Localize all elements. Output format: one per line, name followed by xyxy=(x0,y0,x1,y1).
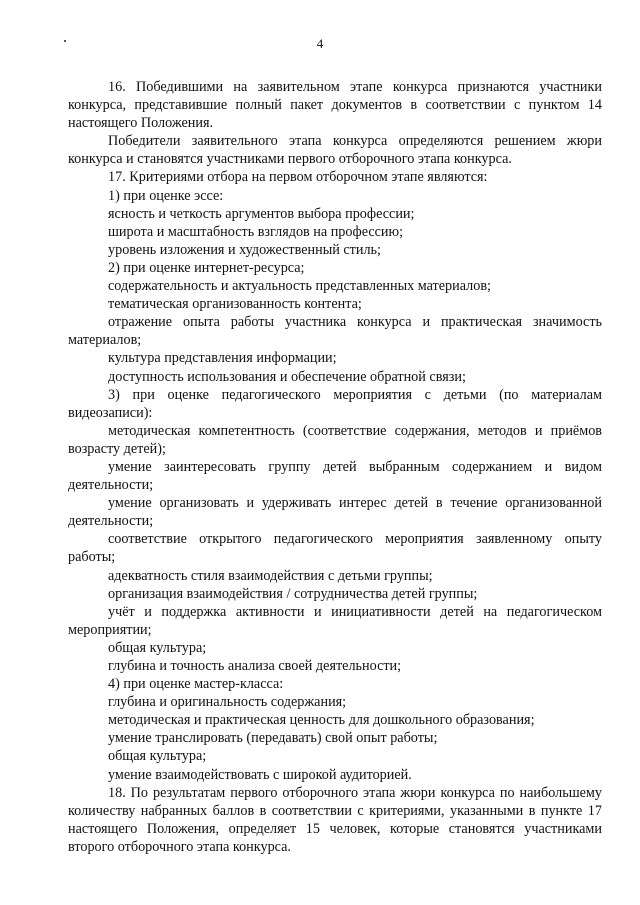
list-item: уровень изложения и художественный стиль; xyxy=(108,241,381,258)
list-item: глубина и точность анализа своей деятельности; xyxy=(108,658,402,674)
list-item: отражение опыта работы участника конкурса и практическая значимость материалов; xyxy=(68,314,602,349)
list-item: соответствие открытого педагогического мероприятия заявленному опыту работы; xyxy=(68,531,602,566)
list-item: умение заинтересовать группу детей выбранным содержанием и видом деятельности; xyxy=(68,458,602,494)
list-item: 17. Критериями отбора на первом отборочном этапе являются: xyxy=(108,169,488,186)
list-item: учёт и поддержка активности и инициативности детей на педагогическом мероприятии; xyxy=(68,603,602,638)
list-item: тематическая организованность контента; xyxy=(108,296,362,313)
list-item: доступность использования и обеспечение обратной связи; xyxy=(108,368,466,385)
list-item: 4) при оценке мастер-класса: xyxy=(108,676,284,693)
paragraph: 16. Победившими на заявительном этапе конкурса признаются участники конкурса, представившие полный пакет документов в соответствии с пунктом 14 настоящего Положения. xyxy=(68,79,602,132)
list-item: широта и масштабность взглядов на профессию; xyxy=(108,223,404,240)
list-item: умение транслировать (передавать) свой опыт работы; xyxy=(108,730,438,747)
paragraph: Победители заявительного этапа конкурса определяются решением жюри конкурса и становятся участниками первого отборочного этапа конкурса. xyxy=(68,133,602,168)
paragraph: 18. По результатам первого отборочного этапа жюри конкурса по наибольшему количеству набранных баллов в соответствии с критериями, указанными в пункте 17 настоящего Положения, определяет 15 человек, которые становятся участниками второго отборочного этапа конкурса. xyxy=(68,784,602,855)
document-body xyxy=(68,78,602,856)
page-number: 4 xyxy=(316,36,324,51)
list-item: общая культура; xyxy=(108,748,207,765)
list-item: 2) при оценке интернет-ресурса; xyxy=(108,259,305,276)
list-item: ясность и четкость аргументов выбора профессии; xyxy=(108,205,415,222)
list-item: умение организовать и удерживать интерес детей в течение организованной деятельности; xyxy=(68,495,602,530)
list-item: общая культура; xyxy=(108,639,207,656)
list-item: 1) при оценке эссе: xyxy=(108,187,224,204)
list-item: 3) при оценке педагогического мероприятия с детьми (по материалам видеозаписи): xyxy=(68,386,602,421)
list-item: организация взаимодействия / сотрудничества детей группы; xyxy=(108,585,478,602)
list-item: культура представления информации; xyxy=(108,350,337,367)
list-item: умение взаимодействовать с широкой аудиторией. xyxy=(108,766,412,783)
list-item: методическая и практическая ценность для дошкольного образования; xyxy=(108,712,535,729)
list-item: глубина и оригинальность содержания; xyxy=(108,694,347,711)
list-item: адекватность стиля взаимодействия с детьми группы; xyxy=(108,567,433,584)
list-item: содержательность и актуальность представленных материалов; xyxy=(108,278,491,295)
list-item: методическая компетентность (соответствие содержания, методов и приёмов возрасту детей); xyxy=(68,422,602,457)
